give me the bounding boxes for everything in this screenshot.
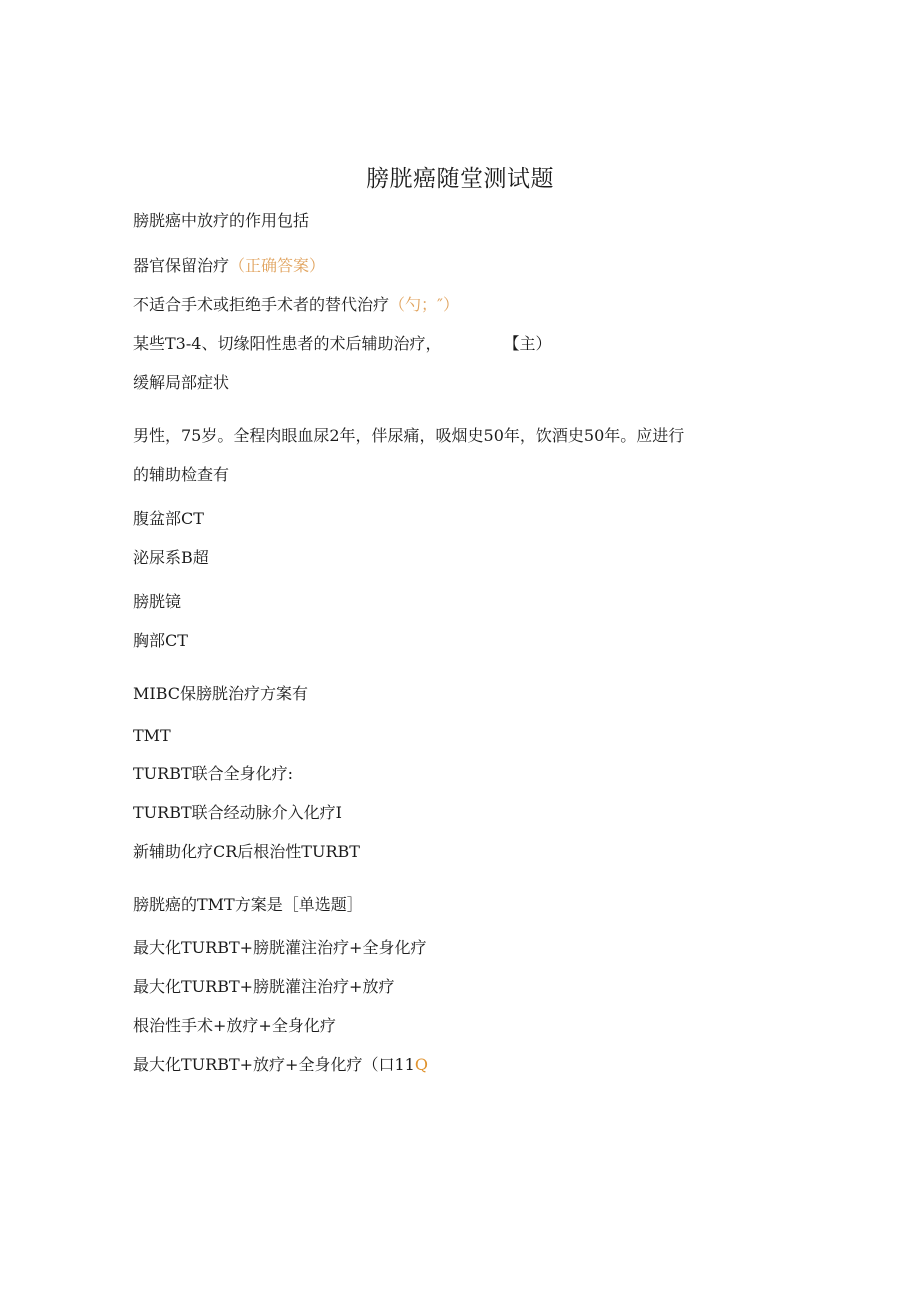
answer-mark: 【主） bbox=[503, 334, 552, 353]
q2-option-1: 腹盆部CT bbox=[133, 509, 204, 528]
q4-option-4 bbox=[133, 1054, 428, 1076]
q3-option-1: TMT bbox=[133, 726, 171, 745]
q1-option-4: 缓解局部症状 bbox=[133, 373, 230, 392]
q4-option-2: 最大化TURBT+膀胱灌注治疗+放疗 bbox=[133, 977, 395, 996]
page-title: 膀胱癌随堂测试题 bbox=[366, 166, 554, 192]
question-4-text: 膀胱癌的TMT方案是［单选题］ bbox=[133, 895, 363, 914]
q3-option-4: 新辅助化疗CR后根治性TURBT bbox=[133, 842, 360, 861]
q2-option-4: 胸部CT bbox=[133, 631, 188, 650]
answer-mark: （勺；″） bbox=[389, 295, 459, 314]
q4-option-4-text: 最大化TURBT+放疗+全身化疗（口11 bbox=[133, 1055, 415, 1074]
correct-answer-mark: （正确答案） bbox=[229, 256, 326, 275]
q3-option-3: TURBT联合经动脉介入化疗I bbox=[133, 803, 342, 822]
question-3-text: MIBC保膀胱治疗方案有 bbox=[133, 684, 309, 703]
q4-option-3: 根治性手术+放疗+全身化疗 bbox=[133, 1016, 336, 1035]
q1-option-2 bbox=[133, 294, 459, 316]
q1-option-1 bbox=[133, 255, 325, 277]
q1-option-1-text: 器官保留治疗 bbox=[133, 256, 230, 275]
question-2-text-line-2: 的辅助检查有 bbox=[133, 465, 230, 484]
q1-option-3 bbox=[133, 333, 551, 355]
question-2-text-line-1: 男性，75岁。全程肉眼血尿2年，伴尿痛，吸烟史50年，饮酒史50年。应进行 bbox=[133, 426, 685, 445]
q1-option-2-text: 不适合手术或拒绝手术者的替代治疗 bbox=[133, 295, 390, 314]
q4-option-1: 最大化TURBT+膀胱灌注治疗+全身化疗 bbox=[133, 938, 427, 957]
q2-option-3: 膀胱镜 bbox=[133, 592, 182, 611]
q1-option-3-text: 某些T3-4、切缘阳性患者的术后辅助治疗， bbox=[133, 334, 442, 353]
answer-mark: Q bbox=[414, 1055, 428, 1074]
q3-option-2: TURBT联合全身化疗: bbox=[133, 764, 294, 783]
question-1-text: 膀胱癌中放疗的作用包括 bbox=[133, 211, 310, 230]
q2-option-2: 泌尿系B超 bbox=[133, 548, 209, 567]
